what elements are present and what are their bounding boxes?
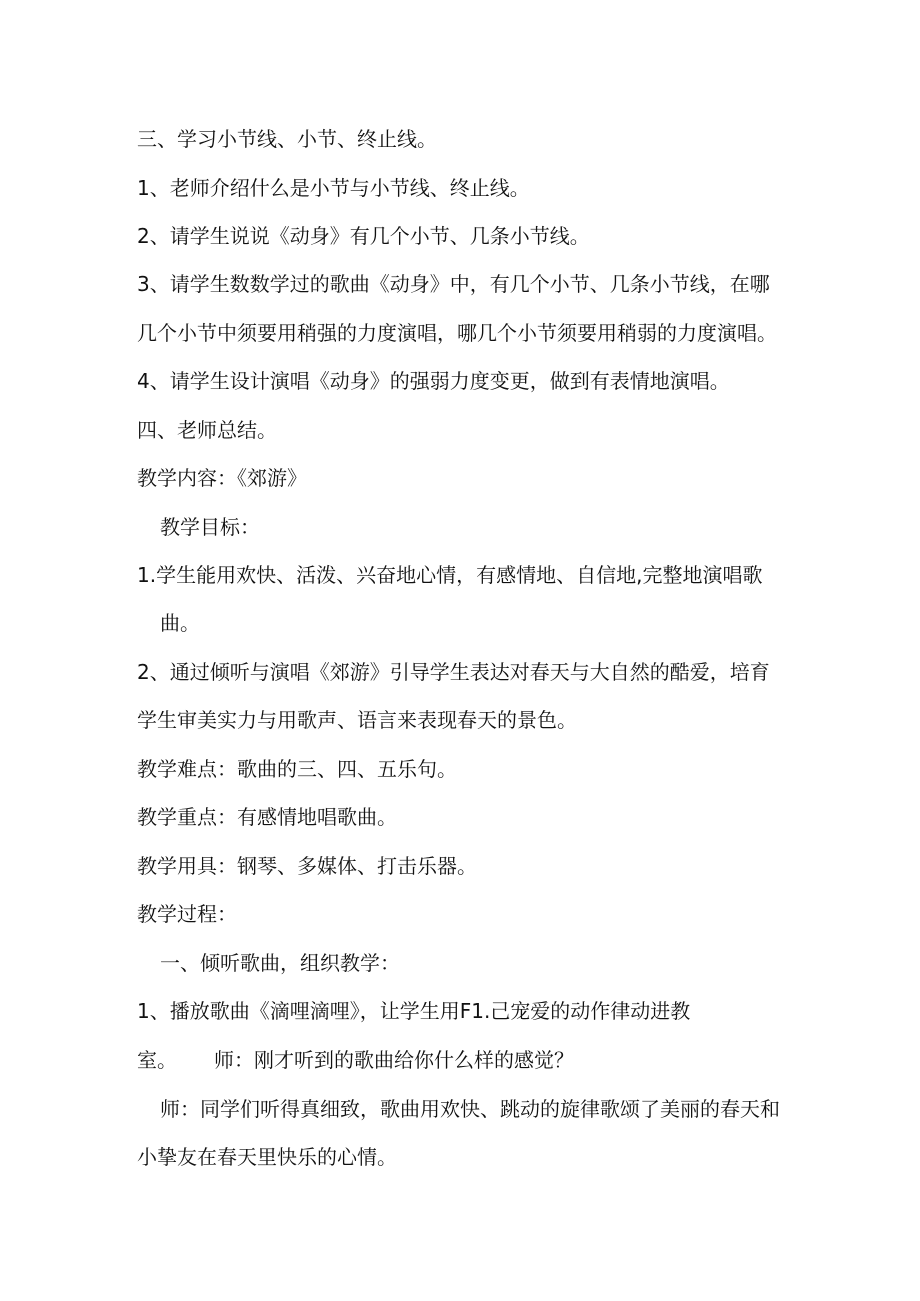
section-heading: 三、学习小节线、小节、终止线。 xyxy=(137,127,437,151)
paragraph: 几个小节中须要用稍强的力度演唱，哪几个小节须要用稍弱的力度演唱。 xyxy=(137,321,777,345)
paragraph: 小挚友在春天里快乐的心情。 xyxy=(137,1145,397,1169)
paragraph: 教学过程： xyxy=(137,902,237,926)
paragraph: 1、播放歌曲《滴哩滴哩》，让学生用F1.己宠爱的动作律动进教 xyxy=(137,999,691,1023)
section-heading: 一、倾听歌曲，组织教学： xyxy=(160,951,400,975)
paragraph: 教学重点：有感情地唱歌曲。 xyxy=(137,805,397,829)
paragraph: 教学目标： xyxy=(160,515,260,539)
paragraph: 2、通过倾听与演唱《郊游》引导学生表达对春天与大自然的酷爱，培育 xyxy=(137,660,770,684)
paragraph: 3、请学生数数学过的歌曲《动身》中，有几个小节、几条小节线，在哪 xyxy=(137,272,770,296)
paragraph: 教学用具：钢琴、多媒体、打击乐器。 xyxy=(137,854,477,878)
paragraph: 教学内容：《郊游》 xyxy=(137,466,307,490)
paragraph: 1、老师介绍什么是小节与小节线、终止线。 xyxy=(137,176,530,200)
section-heading: 四、老师总结。 xyxy=(137,418,277,442)
paragraph: 室。 xyxy=(137,1048,177,1072)
paragraph: 师：同学们听得真细致，歌曲用欢快、跳动的旋律歌颂了美丽的春天和 xyxy=(160,1097,780,1121)
paragraph: 曲。 xyxy=(160,611,200,635)
paragraph: 师：刚才听到的歌曲给你什么样的感觉？ xyxy=(214,1048,574,1072)
paragraph: 教学难点：歌曲的三、四、五乐句。 xyxy=(137,757,457,781)
paragraph: 学生审美实力与用歌声、语言来表现春天的景色。 xyxy=(137,708,577,732)
paragraph: 4、请学生设计演唱《动身》的强弱力度变更，做到有表情地演唱。 xyxy=(137,369,730,393)
paragraph: 2、请学生说说《动身》有几个小节、几条小节线。 xyxy=(137,224,590,248)
paragraph: 1.学生能用欢快、活泼、兴奋地心情，有感情地、自信地,完整地演唱歌 xyxy=(137,563,763,587)
